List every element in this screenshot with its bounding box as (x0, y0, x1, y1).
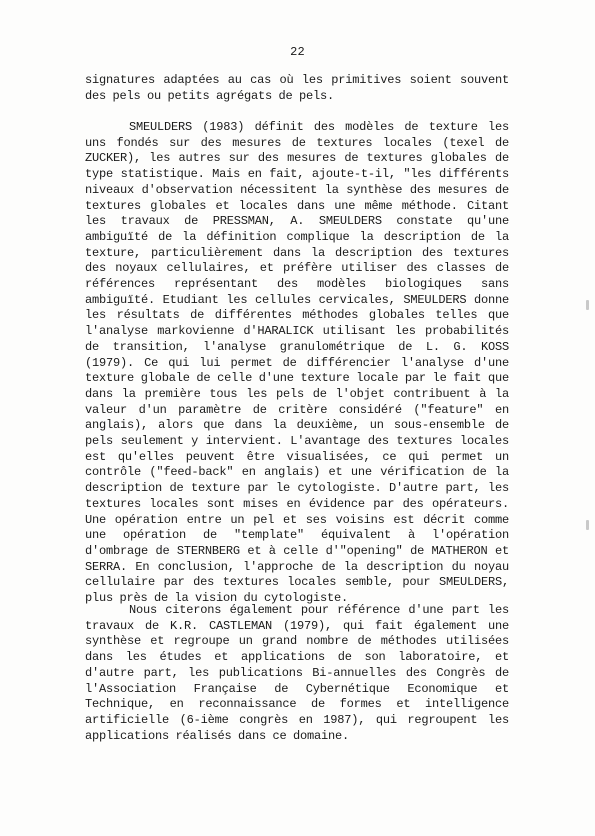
paragraph-smeulders: SMEULDERS (1983) définit des modèles de texture les uns fondés sur des mesures de textures locales (texel de ZUCKER), les autres sur des mesures de textures globales de type statistique. Mais en fait, ajoute-t-il, "les différents niveaux d'observation nécessitent la synthèse des mesures de textures globales et locales dans une même méthode. Citant les travaux de PRESSMAN, A. SMEULDERS constate qu'une ambiguïté de la définition complique la description de la texture, particulièrement dans la description des textures des noyaux cellulaires, et préfère utiliser des classes de références représentant des modèles biologiques sans ambiguïté. Etudiant les cellules cervicales, SMEULDERS donne les résultats de différentes méthodes globales telles que l'analyse markovienne d'HARALICK utilisant les probabilités de transition, l'analyse granulométrique de L. G. KOSS (1979). Ce qui lui permet de différencier l'analyse d'une texture globale de celle d'une texture locale par le fait que dans la première tous les pels de l'objet contribuent à la valeur d'un paramètre de critère considéré ("feature" en anglais), alors que dans la deuxième, un sous-ensemble de pels seulement y intervient. L'avantage des textures locales est qu'elles peuvent être visualisées, ce qui permet un contrôle ("feed-back" en anglais) et une vérification de la description de texture par le cytologiste. D'autre part, les textures locales sont mises en évidence par des opérateurs. Une opération entre un pel et ses voisins est décrit comme une opération de "template" équivalent à l'opération d'ombrage de STERNBERG et à celle d'"opening" de MATHERON et SERRA. En conclusion, l'approche de la description du noyau cellulaire par des textures locales semble, pour SMEULDERS, plus près de la vision du cytologiste. (85, 120, 509, 606)
page-number: 22 (290, 45, 305, 59)
scan-edge-mark (586, 300, 589, 310)
scan-edge-mark (586, 520, 589, 530)
paragraph-continuation: signatures adaptées au cas où les primitives soient souvent des pels ou petits agrégats de pels. (85, 73, 509, 103)
paragraph-castleman: Nous citerons également pour référence d'une part les travaux de K.R. CASTLEMAN (1979), qui fait également une synthèse et regroupe un grand nombre de méthodes utilisées dans les études et applications de son laboratoire, et d'autre part, les publications Bi-annuelles des Congrès de l'Association Française de Cybernétique Economique et Technique, en reconnaissance de formes et intelligence artificielle (6-ième congrès en 1987), qui regroupent les applications réalisés dans ce domaine. (85, 603, 509, 743)
